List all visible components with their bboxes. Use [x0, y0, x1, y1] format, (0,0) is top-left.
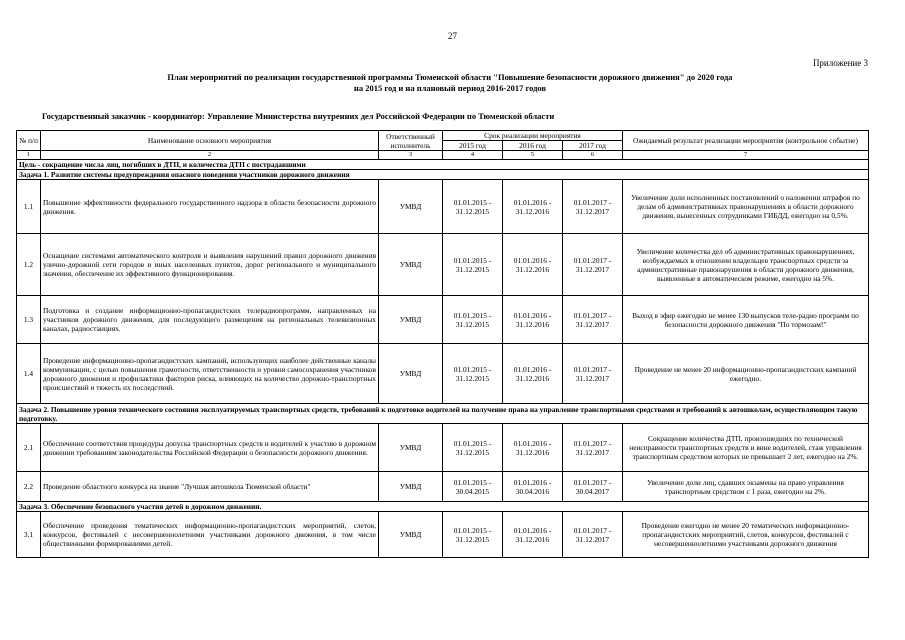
- row-date-2016: 01.01.2016 - 31.12.2016: [503, 512, 563, 558]
- row-date-2017: 01.01.2017 - 31.12.2017: [563, 344, 623, 404]
- row-date-2017: 01.01.2017 - 31.12.2017: [563, 512, 623, 558]
- header-result: Ожидаемый результат реализации мероприятия (контрольное событие): [623, 131, 869, 151]
- task-row: [17, 502, 869, 512]
- row-date-2015: 01.01.2015 - 30.04.2015: [443, 472, 503, 502]
- state-customer: Государственный заказчик - координатор: Управление Министерства внутренних дел Российской Федерации по Тюменской области: [42, 111, 555, 121]
- row-num: 2.2: [17, 472, 41, 502]
- row-name: Подготовка и создание информационно-пропагандистских телерадиопрограмм, направленных на участников дорожного движения, для последующего размещения на региональных телевизионных каналах, радиостанциях.: [41, 296, 379, 344]
- task-row: [17, 404, 869, 424]
- column-index-row: [17, 151, 869, 160]
- page-number: 27: [448, 31, 457, 41]
- goal-row: [17, 160, 869, 170]
- goal-text: Цель - сокращение числа лиц, погибших в ДТП, и количества ДТП с пострадавшими: [17, 160, 869, 170]
- appendix-label: Приложение 3: [812, 58, 868, 68]
- row-result: Увеличение доли исполненных постановлений о наложении штрафов по делам об административных правонарушениях в области дорожного движения, вынесенных сотрудниками ГИБДД, ежегодно на 0,5%.: [623, 180, 869, 234]
- row-date-2017: 01.01.2017 - 31.12.2017: [563, 234, 623, 296]
- task-1-text: Задача 1. Развитие системы предупреждения опасного поведения участников дорожного движения: [17, 170, 869, 180]
- table-row: [17, 472, 869, 502]
- row-date-2015: 01.01.2015 - 31.12.2015: [443, 296, 503, 344]
- row-num: 3.1: [17, 512, 41, 558]
- row-date-2017: 01.01.2017 - 31.12.2017: [563, 424, 623, 472]
- row-name: Проведение информационно-пропагандистских кампаний, использующих наиболее действенные каналы коммуникации, с целью повышения грамотности, ответственности и уровня самосохранения участников дорожного движения и профилактики факторов риска, влияющих на количество дорожно-транспортных происшествий и тяжесть их последствий.: [41, 344, 379, 404]
- col-index: 1: [17, 151, 41, 160]
- row-executor: УМВД: [379, 472, 443, 502]
- row-date-2017: 01.01.2017 - 31.12.2017: [563, 180, 623, 234]
- col-index: 6: [563, 151, 623, 160]
- row-date-2015: 01.01.2015 - 31.12.2015: [443, 344, 503, 404]
- header-period: Срок реализации мероприятия: [443, 131, 623, 141]
- row-num: 1.3: [17, 296, 41, 344]
- header-num: № п/п: [17, 131, 41, 151]
- col-index: 2: [41, 151, 379, 160]
- row-name: Обеспечение проведения тематических информационно-пропагандистских мероприятий, слетов, конкурсов, фестивалей с несовершеннолетними участниками дорожного движения, в том числе общественными формированиями детей.: [41, 512, 379, 558]
- row-date-2017: 01.01.2017 - 30.04.2017: [563, 472, 623, 502]
- header-name: Наименование основного мероприятия: [41, 131, 379, 151]
- row-executor: УМВД: [379, 234, 443, 296]
- table-row: [17, 234, 869, 296]
- row-date-2015: 01.01.2015 - 31.12.2015: [443, 512, 503, 558]
- row-result: Увеличение количества дел об административных правонарушениях, возбуждаемых в отношении владельцев транспортных средств за административные правонарушения в области дорожного движения, выявленные в автоматическом режиме, ежегодно на 5%.: [623, 234, 869, 296]
- row-date-2016: 01.01.2016 - 31.12.2016: [503, 180, 563, 234]
- row-result: Увеличение доли лиц, сдавших экзамены на право управления транспортным средством с 1 раза, ежегодно на 2%.: [623, 472, 869, 502]
- row-date-2016: 01.01.2016 - 31.12.2016: [503, 424, 563, 472]
- row-executor: УМВД: [379, 344, 443, 404]
- header-2017: 2017 год: [563, 141, 623, 151]
- row-date-2015: 01.01.2015 - 31.12.2015: [443, 180, 503, 234]
- row-date-2016: 01.01.2016 - 31.12.2016: [503, 344, 563, 404]
- table-row: [17, 180, 869, 234]
- table-row: [17, 512, 869, 558]
- header-2015: 2015 год: [443, 141, 503, 151]
- table-row: [17, 344, 869, 404]
- row-result: Проведение не менее 20 информационно-пропагандистских кампаний ежегодно.: [623, 344, 869, 404]
- row-executor: УМВД: [379, 512, 443, 558]
- row-name: Обеспечение соответствия процедуры допуска транспортных средств и водителей к участию в дорожном движении требованиям законодательства Российской Федерации о безопасности дорожного движения.: [41, 424, 379, 472]
- row-result: Проведение ежегодно не менее 20 тематических информационно-пропагандистских мероприятий, слетов, конкурсов, фестивалей с несовершеннолетними участниками дорожного движения: [623, 512, 869, 558]
- row-num: 1.4: [17, 344, 41, 404]
- row-date-2017: 01.01.2017 - 31.12.2017: [563, 296, 623, 344]
- row-date-2015: 01.01.2015 - 31.12.2015: [443, 234, 503, 296]
- task-2-text: Задача 2. Повышение уровня технического состояния эксплуатируемых транспортных средств, требований к подготовке водителей на получение права на управление транспортными средствами и требований к автошколам, осуществляющим такую подготовку.: [17, 404, 869, 424]
- document-title: [70, 72, 830, 94]
- task-3-text: Задача 3. Обеспечение безопасного участия детей в дорожном движении.: [17, 502, 869, 512]
- row-result: Выход в эфир ежегодно не менее 130 выпусков теле-радио программ по безопасности дорожного движения "По тормозам!": [623, 296, 869, 344]
- row-name: Повышение эффективности федерального государственного надзора в области безопасности дорожного движения.: [41, 180, 379, 234]
- row-name: Оснащение системами автоматического контроля и выявления нарушений правил дорожного движения улично-дорожной сети городов и иных населенных пунктов, дорог регионального и муниципального значения, обеспечение их эффективного функционирования.: [41, 234, 379, 296]
- col-index: 3: [379, 151, 443, 160]
- row-date-2015: 01.01.2015 - 31.12.2015: [443, 424, 503, 472]
- header-2016: 2016 год: [503, 141, 563, 151]
- task-row: [17, 170, 869, 180]
- row-num: 2.1: [17, 424, 41, 472]
- row-date-2016: 01.01.2016 - 31.12.2016: [503, 234, 563, 296]
- title-line-2: на 2015 год и на плановый период 2016-2017 годов: [353, 83, 547, 93]
- row-num: 1.1: [17, 180, 41, 234]
- col-index: 5: [503, 151, 563, 160]
- table-row: [17, 296, 869, 344]
- col-index: 7: [623, 151, 869, 160]
- row-result: Сокращение количества ДТП, произошедших по технической неисправности транспортных средств и вине водителей, стаж управления транспортным средством которых не превышает 2 лет, ежегодно на 2%.: [623, 424, 869, 472]
- row-date-2016: 01.01.2016 - 30.04.2016: [503, 472, 563, 502]
- row-num: 1.2: [17, 234, 41, 296]
- row-executor: УМВД: [379, 180, 443, 234]
- title-line-1: План мероприятий по реализации государственной программы Тюменской области "Повышение безопасности дорожного движения" до 2020 года: [167, 72, 733, 82]
- row-executor: УМВД: [379, 296, 443, 344]
- row-name: Проведение областного конкурса на звание "Лучшая автошкола Тюменской области": [41, 472, 379, 502]
- plan-table: [16, 130, 869, 558]
- row-executor: УМВД: [379, 424, 443, 472]
- header-row-1: [17, 131, 869, 141]
- col-index: 4: [443, 151, 503, 160]
- row-date-2016: 01.01.2016 - 31.12.2016: [503, 296, 563, 344]
- table-row: [17, 424, 869, 472]
- header-executor: Ответственный исполнитель: [379, 131, 443, 151]
